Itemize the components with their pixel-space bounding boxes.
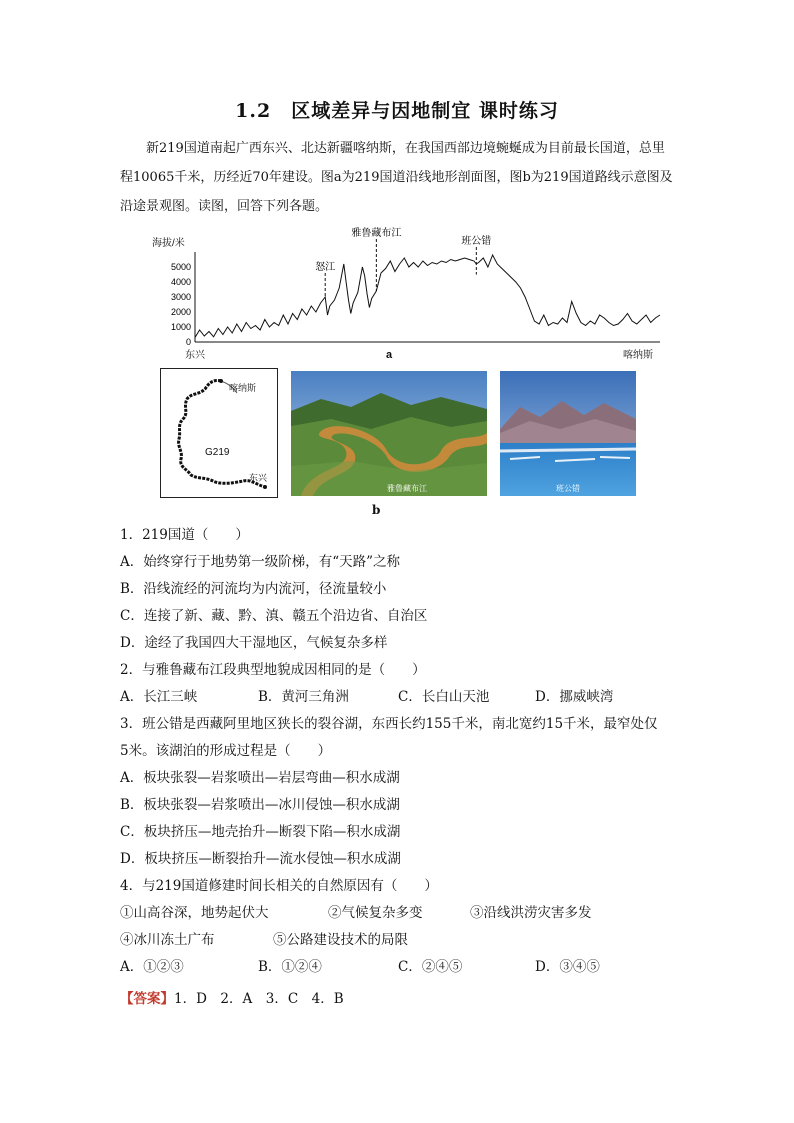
annotation-label: 班公错	[461, 236, 492, 247]
y-tick-label: 3000	[170, 292, 191, 302]
y-tick-label: 2000	[170, 307, 191, 317]
q2-stem: 2．与雅鲁藏布江段典型地貌成因相同的是（ ）	[120, 662, 426, 678]
answer-tag: 【答案】	[120, 991, 174, 1007]
q2-option-c: C．长白山天池	[398, 689, 490, 705]
page-title: 1.2 区域差异与因地制宜 课时练习	[235, 100, 559, 122]
y-tick-labels	[171, 262, 191, 347]
q2-option-b: B．黄河三角洲	[258, 689, 349, 705]
map-route-label: G219	[205, 447, 230, 458]
q3-option-a: A．板块张裂—岩浆喷出—岩层弯曲—积水成湖	[120, 770, 400, 786]
q2-option-d: D．挪威峡湾	[535, 689, 614, 705]
q4-options	[120, 954, 680, 981]
q3-stem-line2: 5米。该湖泊的形成过程是（ ）	[120, 743, 332, 759]
q1-option-c: C．连接了新、藏、黔、滇、赣五个沿边省、自治区	[120, 608, 428, 624]
kanas-point	[219, 379, 223, 383]
q4-item-2: ②气候复杂多变	[328, 905, 423, 921]
photo2-caption: 班公错	[556, 484, 580, 493]
q1-option-d: D．途经了我国四大干湿地区，气候复杂多样	[120, 635, 388, 651]
elevation-profile-svg	[150, 222, 670, 362]
q1-option-a: A．始终穿行于地势第一级阶梯，有“天路”之称	[120, 554, 401, 570]
questions	[120, 522, 680, 981]
annotation-label: 怒江	[315, 262, 336, 273]
photo-bangong-lake	[500, 371, 636, 496]
q4-item-5: ⑤公路建设技术的局限	[273, 932, 408, 948]
y-tick-label: 1000	[170, 322, 191, 332]
y-tick-label: 4000	[170, 277, 191, 287]
intro-paragraph: 新219国道南起广西东兴、北达新疆喀纳斯，在我国西部边境蜿蜒成为目前最长国道，总里程10065千米，历经近70年建设。图a为219国道沿线地形剖面图，图b为219国道路线示意图及沿途景观图。读图，回答下列各题。	[120, 141, 673, 214]
q4-option-c: C．②④⑤	[398, 959, 463, 975]
route-map	[160, 368, 278, 498]
q3-option-c: C．板块挤压—地壳抬升—断裂下陷—积水成湖	[120, 824, 401, 840]
q4-items-row1	[120, 900, 680, 927]
profile-annotations	[315, 226, 491, 297]
figure-b-label: b	[372, 503, 381, 517]
q4-option-d: D．③④⑤	[535, 959, 600, 975]
y-tick-label: 0	[185, 337, 191, 347]
q2-option-a: A．长江三峡	[120, 689, 198, 705]
q4-option-b: B．①②④	[258, 959, 322, 975]
x-end-label: 喀纳斯	[623, 350, 653, 361]
answer-line	[120, 986, 344, 1013]
map-south-label: 东兴	[249, 473, 268, 483]
q4-item-1: ①山高谷深，地势起伏大	[120, 905, 269, 921]
q1-stem: 1．219国道（ ）	[120, 527, 249, 543]
photo-yarlung-svg	[291, 371, 487, 496]
answer-text: 1．D 2．A 3．C 4．B	[174, 991, 344, 1007]
y-tick-label: 5000	[170, 262, 191, 272]
dongxing-point	[263, 485, 267, 489]
photo-bangong-svg	[500, 371, 636, 496]
y-axis-label: 海拔/米	[152, 238, 185, 249]
map-north-label: 喀纳斯	[229, 383, 257, 393]
q1-option-b: B．沿线流经的河流均为内流河，径流量较小	[120, 581, 387, 597]
photo1-caption: 雅鲁藏布江	[387, 484, 427, 493]
route-map-svg	[161, 369, 277, 497]
figure-a-label: a	[386, 349, 393, 361]
q4-stem: 4．与219国道修建时间长相关的自然原因有（ ）	[120, 878, 438, 894]
annotation-label: 雅鲁藏布江	[351, 228, 402, 239]
q2-options	[120, 684, 680, 711]
route-line	[179, 380, 265, 487]
x-start-label: 东兴	[185, 350, 205, 361]
q4-option-a: A．①②③	[120, 959, 184, 975]
q3-option-d: D．板块挤压—断裂抬升—流水侵蚀—积水成湖	[120, 851, 401, 867]
figure-b	[160, 368, 640, 498]
photo-yarlung-tsangpo	[291, 371, 487, 496]
q4-item-3: ③沿线洪涝灾害多发	[470, 905, 592, 921]
q3-option-b: B．板块张裂—岩浆喷出—冰川侵蚀—积水成湖	[120, 797, 400, 813]
q3-stem-line1: 3．班公错是西藏阿里地区狭长的裂谷湖，东西长约155千米，南北宽约15千米，最窄处仅	[120, 716, 658, 732]
elevation-profile-chart	[150, 222, 670, 362]
q4-item-4: ④冰川冻土广布	[120, 932, 215, 948]
q4-items-row2	[120, 927, 680, 954]
elevation-line	[195, 255, 660, 338]
